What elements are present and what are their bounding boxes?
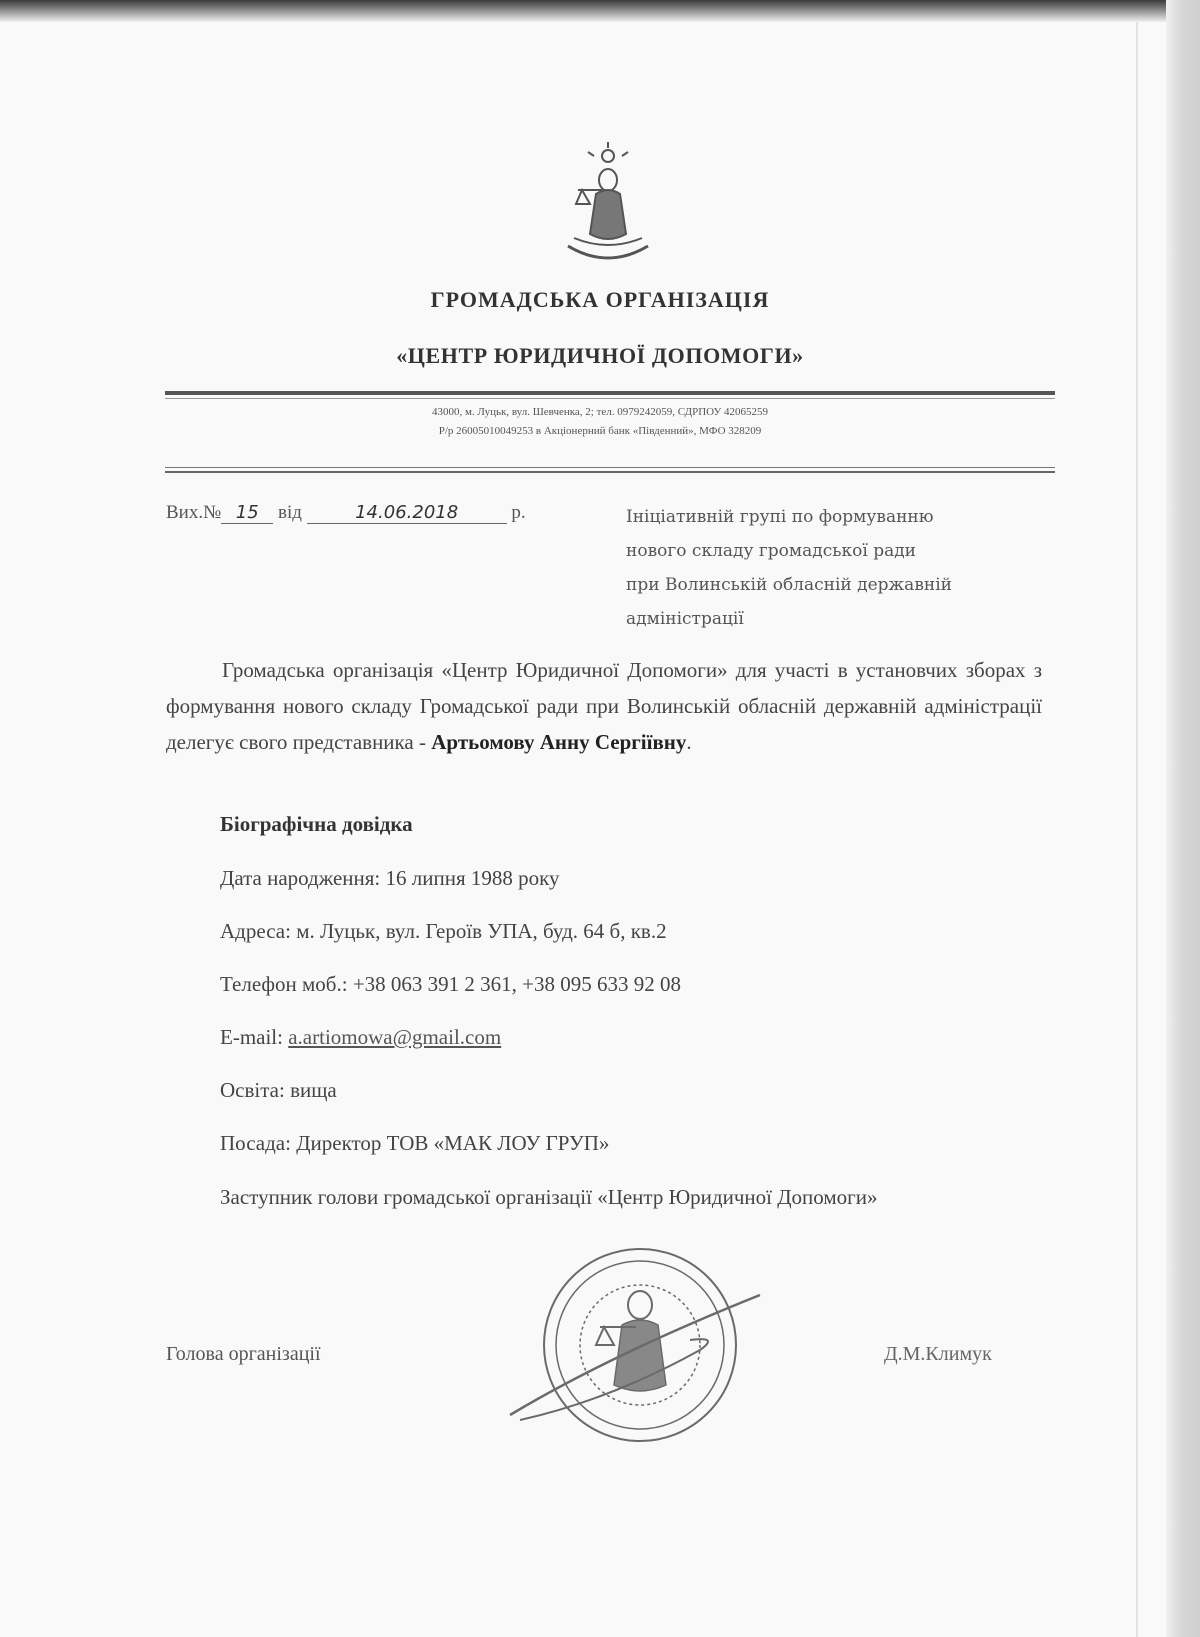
themis-emblem-icon <box>548 138 668 268</box>
header-divider-top <box>165 391 1055 395</box>
scan-top-shadow <box>0 0 1200 22</box>
addressee-line-4: адміністрації <box>626 609 744 629</box>
signatory-role: Голова організації <box>166 1343 321 1365</box>
bio-birth-label: Дата народження: <box>220 866 381 890</box>
bio-address-label: Адреса: <box>220 919 291 943</box>
header-divider-top-thin <box>165 398 1055 399</box>
bio-phone-value: +38 063 391 2 361, +38 095 633 92 08 <box>352 972 681 996</box>
bio-education-value: вища <box>290 1078 337 1102</box>
outgoing-date: 14.06.2018 <box>307 502 507 524</box>
org-type-heading: ГРОМАДСЬКА ОРГАНІЗАЦІЯ <box>430 287 770 312</box>
delegate-name: Артьомову Анну Сергіївну <box>431 730 687 754</box>
bio-address <box>220 919 667 944</box>
organization-seal-icon <box>500 1245 770 1465</box>
body-text: Громадська організація «Центр Юридичної Допомоги» для участі в установчих зборах з формування нового складу Громадської ради при Волинській обласній державній адміністрації делегує свого представника - <box>166 658 1042 754</box>
addressee-line-2: нового складу громадської ради <box>626 541 917 561</box>
bio-position-label: Посада: <box>220 1131 291 1155</box>
bio-email-link[interactable]: a.artiomowa@gmail.com <box>288 1025 502 1049</box>
addressee-line-1: Ініціативній групі по формуванню <box>626 507 934 527</box>
bio-phone <box>220 972 681 997</box>
bio-deputy: Заступник голови громадської організації «Центр Юридичної Допомоги» <box>220 1185 878 1209</box>
addressee-block <box>626 500 1046 636</box>
bio-birth-value: 16 липня 1988 року <box>385 866 560 890</box>
scan-right-shadow <box>1166 0 1200 1637</box>
org-name-heading: «ЦЕНТР ЮРИДИЧНОЇ ДОПОМОГИ» <box>396 343 804 368</box>
bio-position-value: Директор ТОВ «МАК ЛОУ ГРУП» <box>296 1131 610 1155</box>
signatory-name: Д.М.Климук <box>884 1343 992 1365</box>
addressee-line-3: при Волинській обласній державній <box>626 575 952 595</box>
bio-birth <box>220 866 560 891</box>
outgoing-number-line <box>166 502 526 524</box>
bio-address-value: м. Луцьк, вул. Героїв УПА, буд. 64 б, кв.2 <box>296 919 667 943</box>
body-paragraph <box>166 652 1042 760</box>
bio-education <box>220 1078 337 1103</box>
scan-edge-line <box>1136 22 1138 1637</box>
bio-email <box>220 1025 501 1050</box>
outgoing-number: 15 <box>221 502 273 524</box>
bio-phone-label: Телефон моб.: <box>220 972 348 996</box>
header-divider-bottom-thin <box>165 467 1055 468</box>
body-end: . <box>686 730 692 754</box>
outgoing-suffix: р. <box>511 502 526 523</box>
bio-position <box>220 1131 609 1156</box>
header-divider-bottom <box>165 471 1055 473</box>
bio-education-label: Освіта: <box>220 1078 285 1102</box>
requisites-line-1: 43000, м. Луцьк, вул. Шевченка, 2; тел. 0979242059, СДРПОУ 42065259 <box>431 406 769 418</box>
outgoing-prefix: Вих.№ <box>166 502 222 523</box>
outgoing-date-prefix: від <box>277 502 302 523</box>
bio-email-label: E-mail: <box>220 1025 283 1049</box>
bio-title: Біографічна довідка <box>220 812 413 836</box>
requisites-line-2: Р/р 26005010049253 в Акціонерний банк «Південний», МФО 328209 <box>438 425 762 437</box>
